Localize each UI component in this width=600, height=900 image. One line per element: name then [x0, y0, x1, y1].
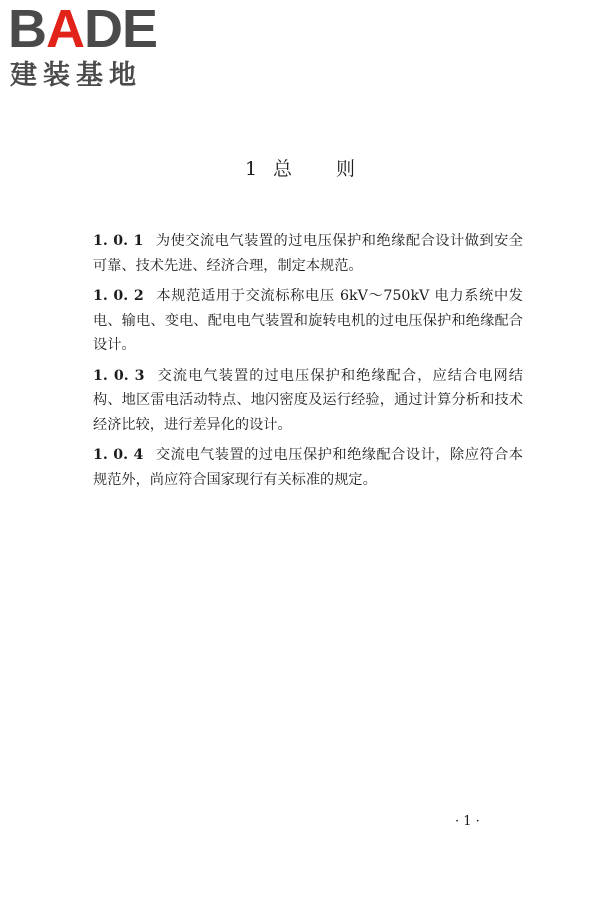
clause-text: 为使交流电气装置的过电压保护和绝缘配合设计做到安全可靠、技术先进、经济合理，制定本规范。: [93, 233, 523, 274]
logo-subtitle: 建装基地: [10, 60, 142, 91]
clause-text: 本规范适用于交流标称电压 6kV～750kV 电力系统中发电、输电、变电、配电电气装置和旋转电机的过电压保护和绝缘配合设计。: [93, 288, 523, 353]
clause-text: 交流电气装置的过电压保护和绝缘配合设计，除应符合本规范外，尚应符合国家现行有关标准的规定。: [93, 447, 523, 488]
chapter-title-part2: 则: [336, 158, 356, 180]
chapter-title: [0, 156, 600, 182]
chapter-number: 1: [244, 158, 258, 180]
clause-1-0-1: [93, 229, 523, 278]
logo-wordmark: BADE: [8, 0, 158, 59]
bade-watermark-logo: [8, 2, 178, 94]
page-number: · 1 ·: [455, 814, 480, 829]
clause-1-0-3: [93, 364, 523, 438]
clause-1-0-2: [93, 284, 523, 358]
clause-number: 1. 0. 4: [93, 447, 144, 463]
clause-number: 1. 0. 3: [93, 367, 145, 384]
clause-1-0-4: [93, 443, 523, 492]
clause-number: 1. 0. 2: [93, 288, 144, 304]
clause-number: 1. 0. 1: [93, 233, 144, 249]
chapter-title-part1: 总: [273, 158, 293, 180]
logo-accent-letter: A: [46, 0, 84, 59]
clause-list: [93, 229, 523, 498]
clause-text: 交流电气装置的过电压保护和绝缘配合，应结合电网结构、地区雷电活动特点、地闪密度及运行经验，通过计算分析和技术经济比较，进行差异化的设计。: [93, 367, 523, 433]
